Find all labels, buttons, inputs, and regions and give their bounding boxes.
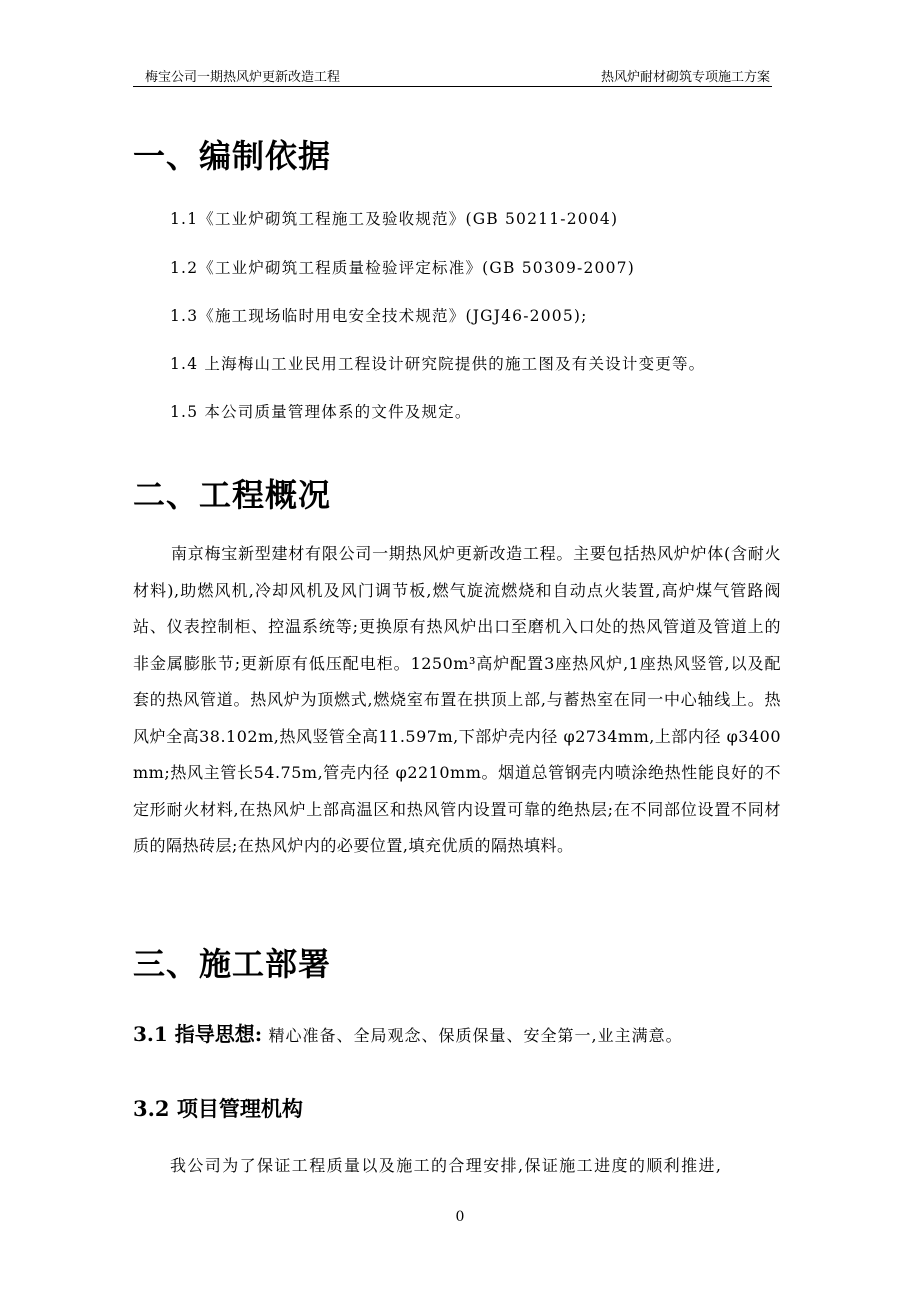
section1-title: 一、编制依据 — [133, 137, 332, 175]
page-header — [133, 66, 772, 87]
page-number: 0 — [455, 1209, 465, 1225]
project-management-text: 我公司为了保证工程质量以及施工的合理安排,保证施工进度的顺利推进, — [170, 1156, 723, 1175]
guiding-ideology — [133, 1018, 683, 1047]
guiding-ideology-label: 3.1 指导思想: — [133, 1022, 263, 1046]
header-right: 热风炉耐材砌筑专项施工方案 — [600, 70, 770, 85]
basis-item-2: 1.2《工业炉砌筑工程质量检验评定标准》(GB 50309-2007) — [170, 259, 635, 277]
basis-item-1: 1.1《工业炉砌筑工程施工及验收规范》(GB 50211-2004) — [170, 210, 619, 228]
basis-item-5: 1.5 本公司质量管理体系的文件及规定。 — [170, 403, 472, 421]
section3-title: 三、施工部署 — [133, 945, 332, 983]
header-left: 梅宝公司一期热风炉更新改造工程 — [145, 70, 341, 85]
project-management-title: 3.2 项目管理机构 — [133, 1096, 303, 1121]
overview-paragraph: 南京梅宝新型建材有限公司一期热风炉更新改造工程。主要包括热风炉炉体(含耐火材料),助燃风机,冷却风机及风门调节板,燃气旋流燃烧和自动点火装置,高炉煤气管路阀站、仪表控制柜、控温系统等;更换原有热风炉出口至磨机入口处的热风管道及管道上的非金属膨胀节;更新原有低压配电柜。1250m³高炉配置3座热风炉,1座热风竖管,以及配套的热风管道。热风炉为顶燃式,燃烧室布置在拱顶上部,与蓄热室在同一中心轴线上。热风炉全高38.102m,热风竖管全高11.597m,下部炉壳内径 φ2734mm,上部内径 φ3400 mm;热风主管长54.75m,管壳内径 φ2210mm。烟道总管钢壳内喷涂绝热性能良好的不定形耐火材料,在热风炉上部高温区和热风管内设置可靠的绝热层;在不同部位设置不同材质的隔热砖层;在热风炉内的必要位置,填充优质的隔热填料。 — [133, 544, 781, 855]
section2-title: 二、工程概况 — [133, 476, 332, 514]
basis-item-3: 1.3《施工现场临时用电安全技术规范》(JGJ46-2005); — [170, 307, 588, 325]
basis-item-4: 1.4 上海梅山工业民用工程设计研究院提供的施工图及有关设计变更等。 — [170, 355, 706, 373]
guiding-ideology-text: 精心准备、全局观念、保质保量、安全第一,业主满意。 — [268, 1026, 683, 1045]
